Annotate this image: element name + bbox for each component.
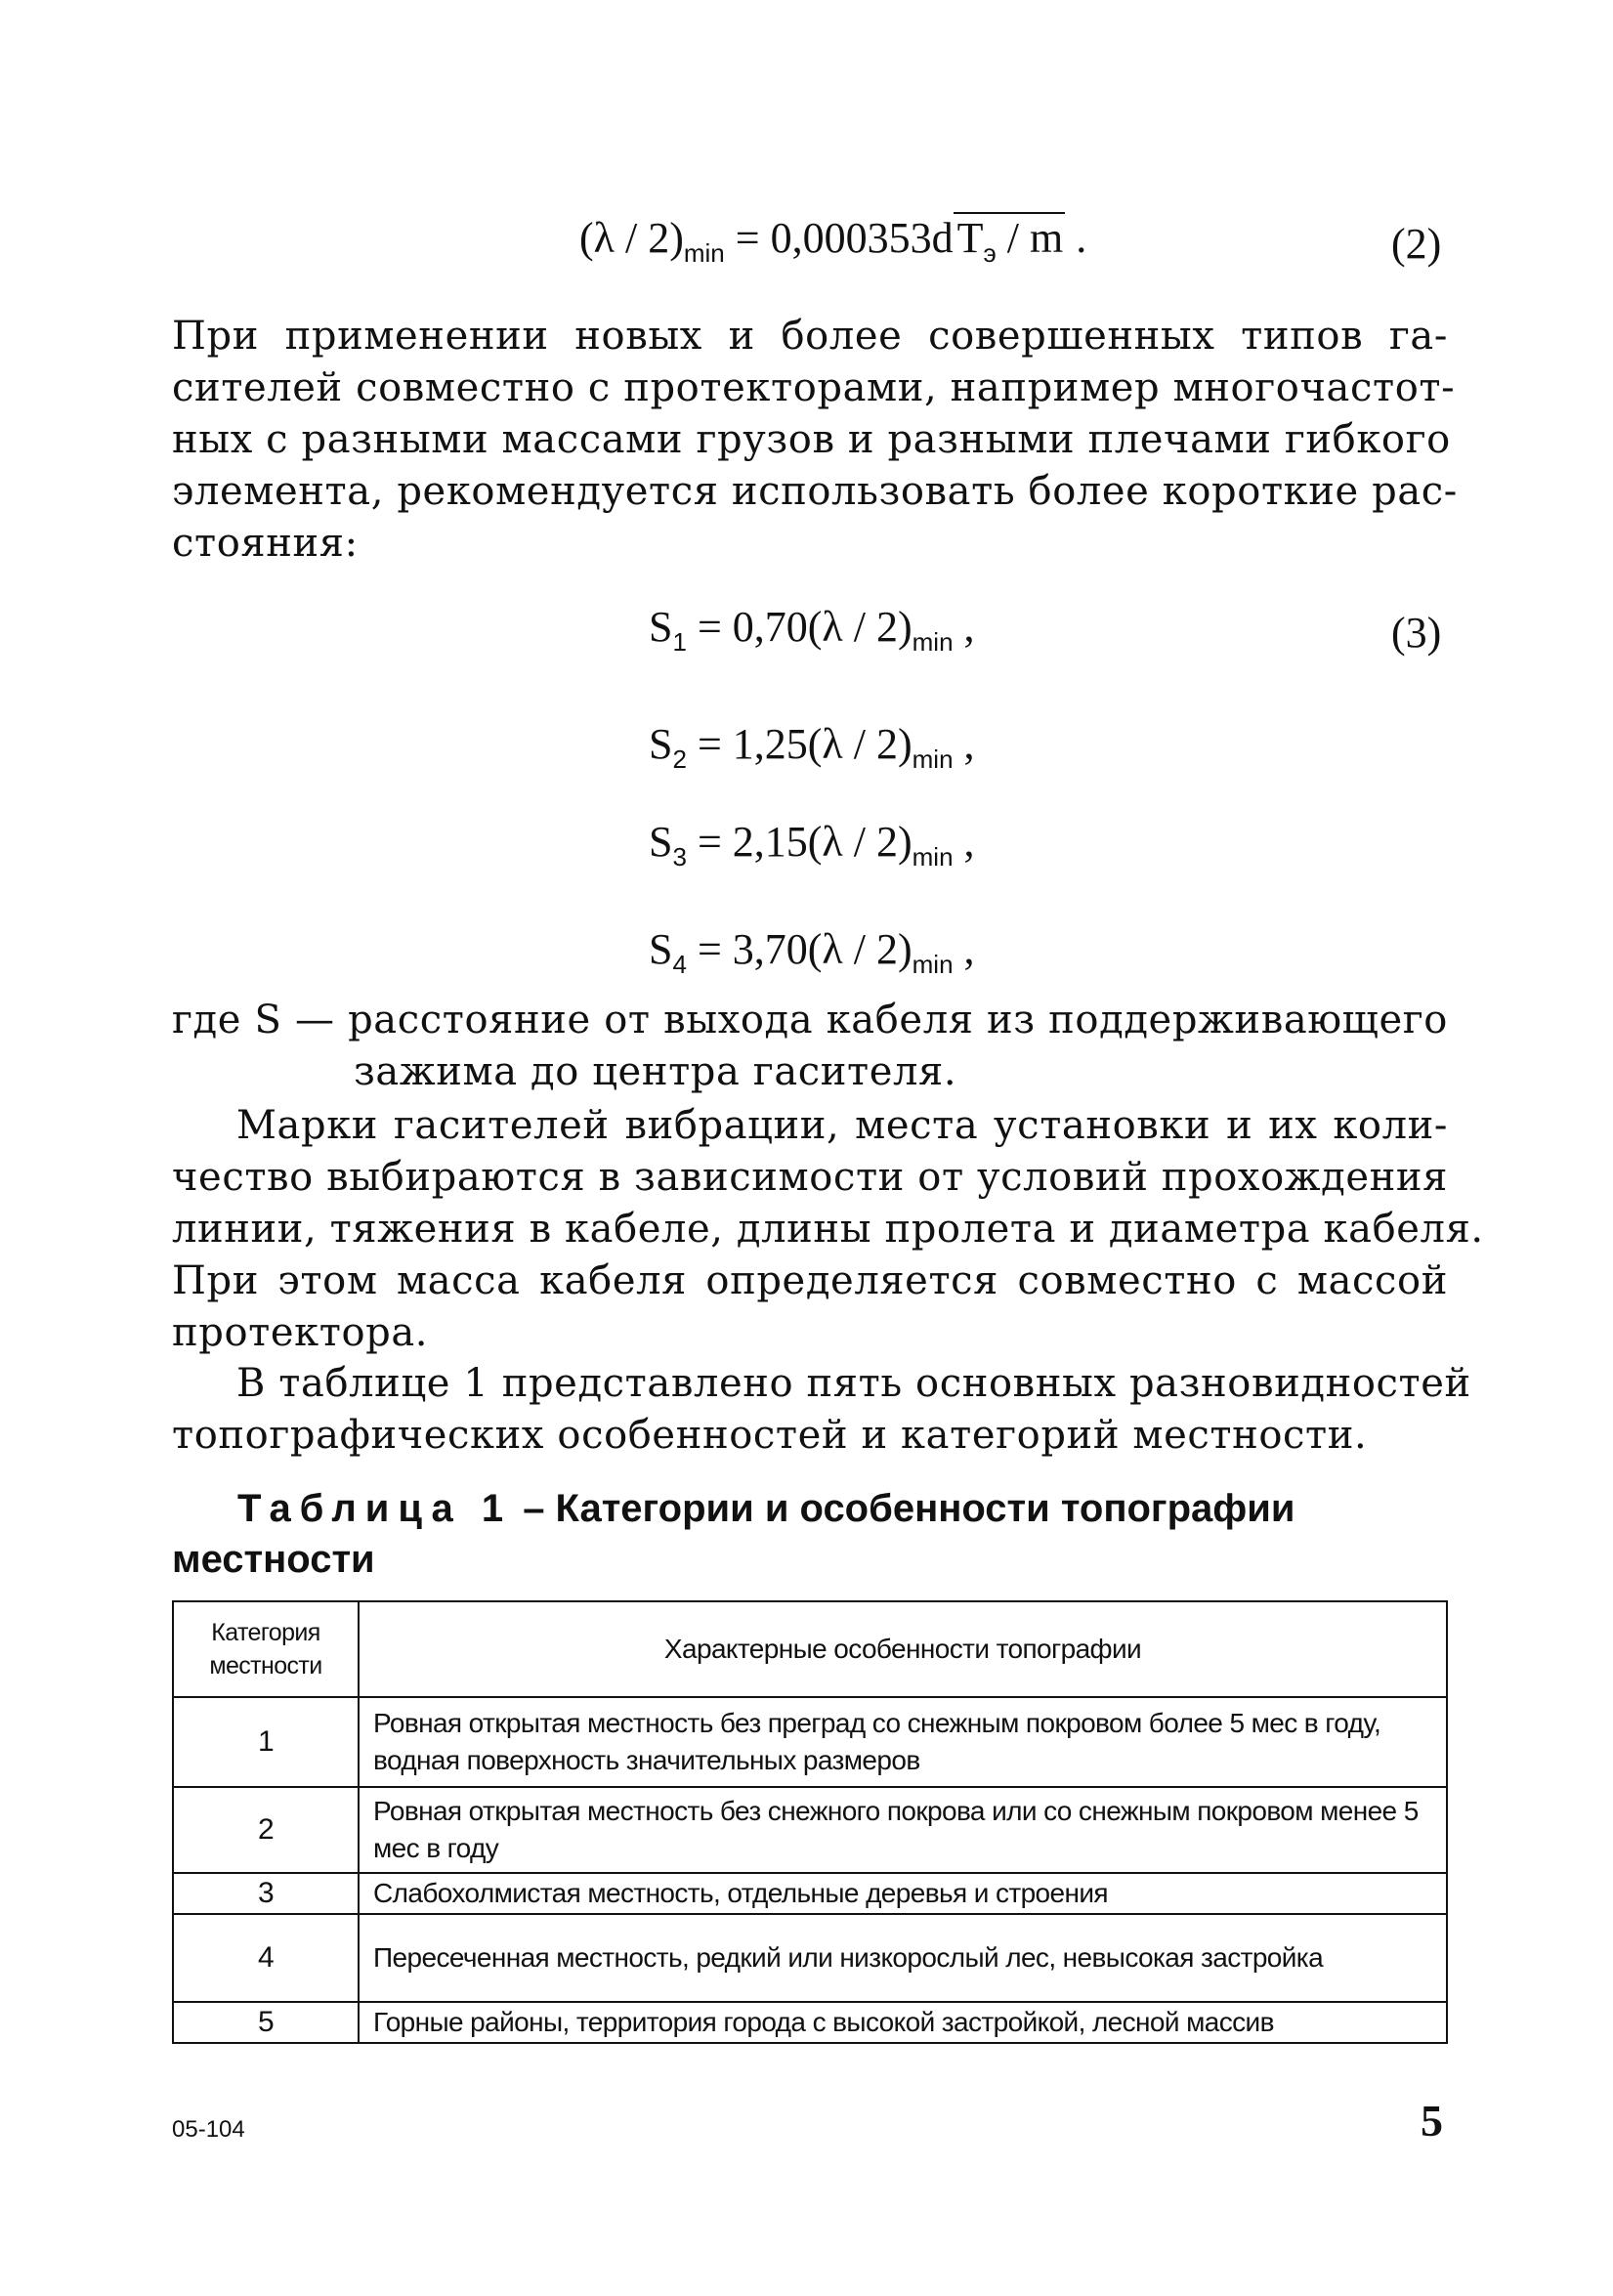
paragraph-2-line: При этом масса кабеля определяется совместно с массой: [172, 1258, 1448, 1303]
formula-s3-rhs: = 2,15(λ / 2): [686, 818, 913, 866]
table-header-row: [173, 1601, 1447, 1697]
paragraph-1-line: стояния:: [172, 521, 359, 566]
formula-s2: [649, 720, 975, 774]
where-clause-line: зажима до центра гасителя.: [354, 1049, 957, 1094]
formula-s3-end: ,: [953, 818, 975, 866]
formula-s4-symbol: S: [649, 925, 673, 973]
formula-2-sqrt-tail: / m: [996, 214, 1064, 262]
table-caption-continued: местности: [172, 1538, 375, 1581]
category-cell: 3: [173, 1873, 359, 1914]
features-cell: Ровная открытая местность без преград со снежным покровом более 5 мес в году, водная поверхность значительных размеров: [359, 1697, 1447, 1787]
category-cell: 1: [173, 1697, 359, 1787]
formula-s1-rhs: = 0,70(λ / 2): [686, 603, 913, 651]
paragraph-1-line: элемента, рекомендуется использовать более короткие рас-: [172, 469, 1458, 514]
formula-2-lhs: (λ / 2): [579, 214, 684, 262]
topography-table: [172, 1600, 1448, 2044]
table-row: [173, 1914, 1447, 2002]
column-header-category: Категория местности: [173, 1601, 359, 1697]
formula-2-lhs-sub: min: [683, 238, 725, 268]
formula-s2-index: 2: [672, 744, 687, 774]
paragraph-2-line: чество выбираются в зависимости от условий прохождения: [172, 1155, 1449, 1200]
formula-s4-rhs: = 3,70(λ / 2): [686, 925, 913, 973]
formula-s3-index: 3: [672, 842, 687, 872]
table-caption-label: Таблица 1: [237, 1487, 513, 1530]
equation-number-2: (2): [1391, 220, 1442, 268]
paragraph-3: [172, 1358, 1471, 1462]
paragraph-1-line: сителей совместно с протекторами, например многочастот-: [172, 365, 1456, 410]
paragraph-1: [172, 311, 1458, 570]
where-clause: [172, 995, 1448, 1098]
formula-2-sqrt-var: T: [956, 214, 984, 262]
formula-s1-symbol: S: [649, 603, 673, 651]
formula-s2-rhs-sub: min: [912, 744, 954, 774]
formula-s4-index: 4: [672, 950, 687, 979]
formula-s2-symbol: S: [649, 720, 673, 768]
formula-s2-end: ,: [953, 720, 975, 768]
equation-number-3: (3): [1391, 609, 1442, 657]
formula-s3-symbol: S: [649, 818, 673, 866]
category-cell: 4: [173, 1914, 359, 2002]
table-caption: [237, 1483, 1449, 1534]
formula-s2-rhs: = 1,25(λ / 2): [686, 720, 913, 768]
paragraph-1-line: При применении новых и более совершенных типов га-: [172, 314, 1448, 359]
table-caption-title: – Категории и особенности топографии: [512, 1487, 1295, 1530]
formula-2: [579, 214, 1087, 268]
formula-s1-rhs-sub: min: [912, 627, 954, 657]
paragraph-3-line: топографических особенностей и категорий местности.: [172, 1413, 1368, 1458]
features-cell: Слабохолмистая местность, отдельные деревья и строения: [359, 1873, 1447, 1914]
formula-s3: [649, 818, 975, 872]
features-cell: Пересеченная местность, редкий или низкорослый лес, невысокая застройка: [359, 1914, 1447, 2002]
formula-2-sqrt: [954, 212, 1066, 268]
table-row: [173, 1787, 1447, 1873]
table-row: [173, 1697, 1447, 1787]
formula-2-mid: = 0,000353d: [724, 214, 954, 262]
column-header-features: Характерные особенности топографии: [359, 1601, 1447, 1697]
table-row: [173, 1873, 1447, 1914]
table-row: [173, 2002, 1447, 2043]
paragraph-2-line: протектора.: [172, 1310, 429, 1355]
formula-s1-end: ,: [953, 603, 975, 651]
formula-s4-end: ,: [953, 925, 975, 973]
paragraph-2-line: Марки гасителей вибрации, места установки и их коли-: [236, 1103, 1448, 1148]
formula-s4-rhs-sub: min: [912, 950, 954, 979]
where-clause-line: где S — расстояние от выхода кабеля из поддерживающего: [172, 998, 1448, 1042]
category-cell: 5: [173, 2002, 359, 2043]
formula-2-sqrt-sub: э: [983, 238, 997, 268]
features-cell: Горные районы, территория города с высокой застройкой, лесной массив: [359, 2002, 1447, 2043]
formula-s1-index: 1: [672, 627, 687, 657]
formula-s3-rhs-sub: min: [912, 842, 954, 872]
formula-2-end: .: [1065, 214, 1087, 262]
features-cell: Ровная открытая местность без снежного покрова или со снежным покровом менее 5 мес в году: [359, 1787, 1447, 1873]
footer-code: 05-104: [172, 2116, 245, 2143]
paragraph-2: [172, 1100, 1484, 1359]
paragraph-2-line: линии, тяжения в кабеле, длины пролета и диаметра кабеля.: [172, 1207, 1484, 1252]
category-cell: 2: [173, 1787, 359, 1873]
paragraph-3-line: В таблице 1 представлено пять основных разновидностей: [236, 1361, 1471, 1406]
formula-s4: [649, 925, 975, 979]
paragraph-1-line: ных с разными массами грузов и разными плечами гибкого: [172, 417, 1451, 462]
page-number: 5: [1421, 2096, 1443, 2146]
formula-s1: [649, 603, 975, 657]
